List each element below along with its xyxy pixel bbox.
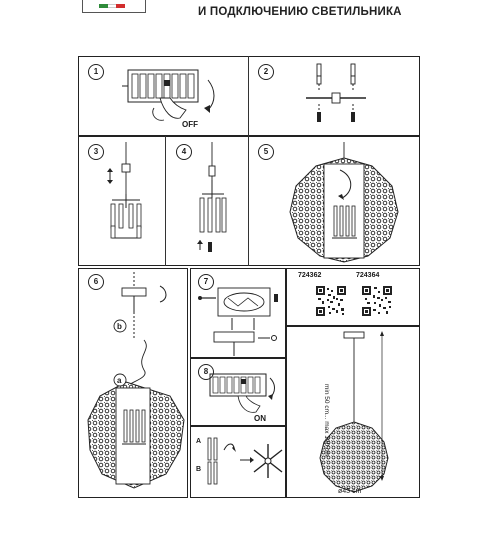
- mounting-bracket-illustration: [300, 62, 380, 128]
- step-number-2: 2: [258, 64, 274, 80]
- on-label: ON: [254, 414, 266, 423]
- step-number-6: 6: [88, 274, 104, 290]
- divider: [165, 136, 166, 266]
- step-number-1: 1: [88, 64, 104, 80]
- article-724364: 724364: [356, 272, 380, 279]
- holder-detail-illustration: [186, 140, 246, 262]
- step-number-4: 4: [176, 144, 192, 160]
- breaker-switch-illustration: [120, 64, 230, 134]
- height-range-label: min 50 cm... max 190 cm: [323, 384, 330, 457]
- article-724362: 724362: [298, 272, 322, 279]
- qr-code-724362-icon[interactable]: [316, 286, 346, 316]
- bulb-orientation-illustration: [204, 432, 284, 494]
- final-assembly-illustration: [86, 270, 186, 496]
- marker-b: b: [117, 322, 122, 331]
- step-number-8: 8: [198, 364, 214, 380]
- diameter-label: ø43 cm: [338, 488, 362, 495]
- divider: [248, 56, 249, 136]
- page-title: И ПОДКЛЮЧЕНИЮ СВЕТИЛЬНИКА: [198, 6, 402, 18]
- option-b-label: B: [196, 466, 202, 473]
- option-a-label: A: [196, 438, 202, 445]
- divider: [248, 136, 249, 266]
- cable-adjust-illustration: [100, 140, 160, 260]
- off-label: OFF: [182, 120, 198, 129]
- step-number-5: 5: [258, 144, 274, 160]
- brand-logo: [82, 0, 146, 13]
- shade-assembly-illustration: [280, 140, 410, 264]
- breaker-on-illustration: [208, 370, 284, 424]
- qr-code-724364-icon[interactable]: [362, 286, 392, 316]
- marker-a: a: [117, 376, 122, 385]
- wiring-connection-illustration: [194, 276, 286, 358]
- step-number-7: 7: [198, 274, 214, 290]
- italian-flag-icon: [99, 4, 125, 8]
- lamp-dimensions-illustration: [296, 330, 416, 496]
- step-number-3: 3: [88, 144, 104, 160]
